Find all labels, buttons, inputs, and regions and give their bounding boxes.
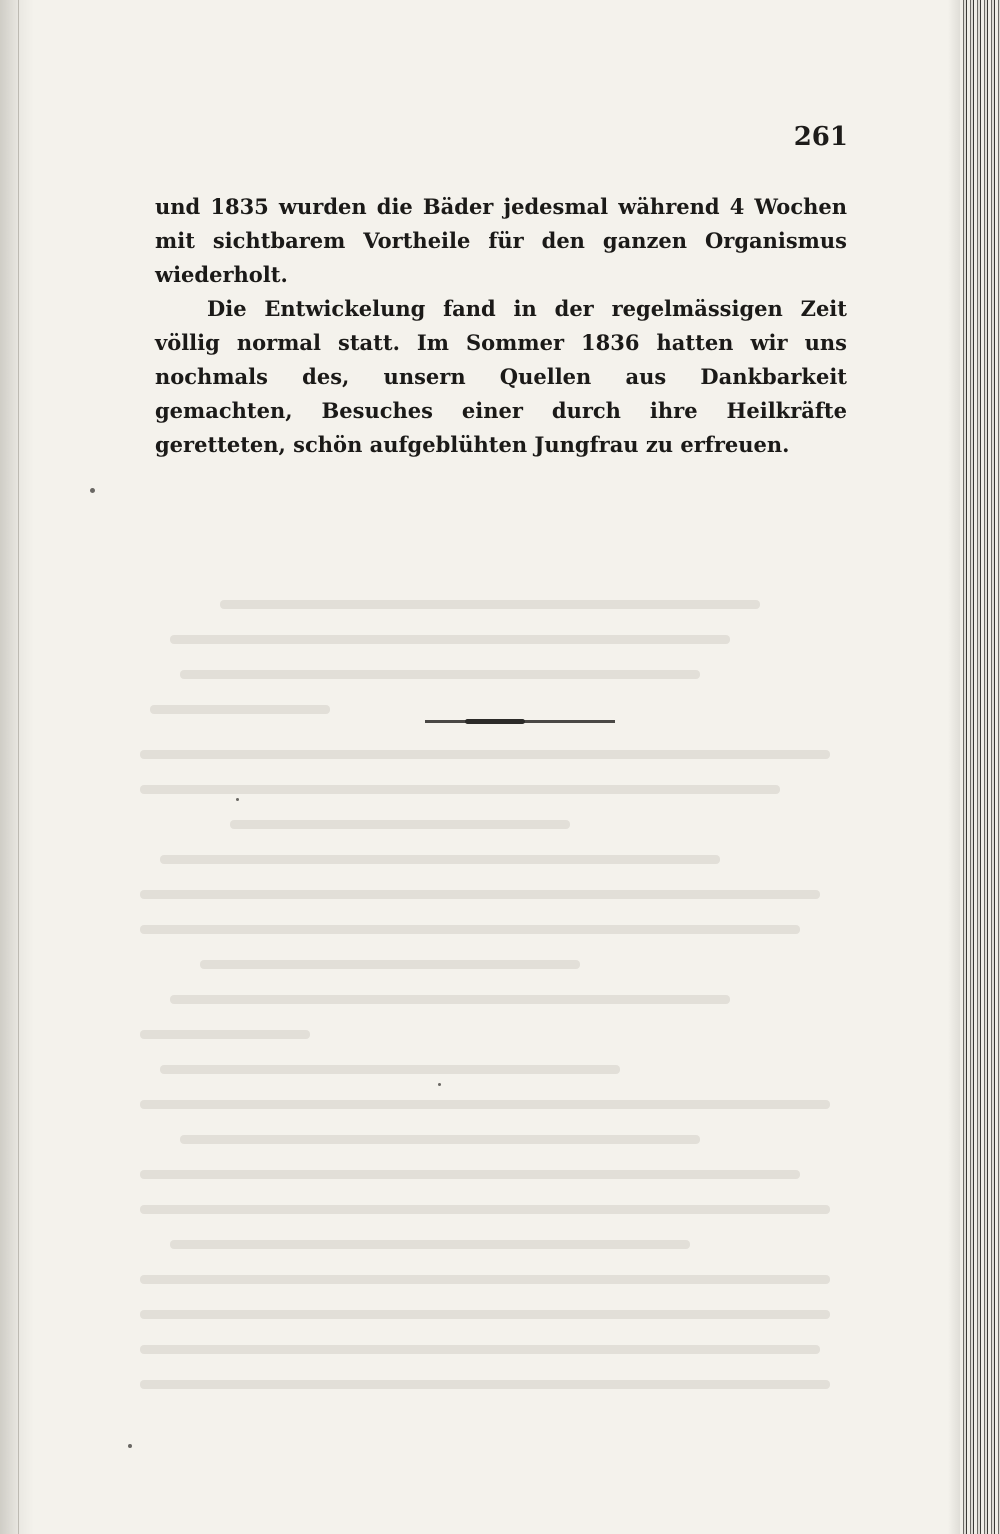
paragraph-1: und 1835 wurden die Bäder jedesmal während 4 Wochen mit sichtbarem Vortheile für den ganzen Organismus wiederholt. xyxy=(155,194,847,287)
page-gutter-shadow xyxy=(0,0,34,1534)
paper-speck xyxy=(90,488,95,493)
bleed-through-line xyxy=(140,1345,820,1354)
paper-speck xyxy=(128,1444,132,1448)
bleed-through-line xyxy=(140,750,830,759)
gutter-line xyxy=(18,0,19,1534)
reverse-side-bleed-through xyxy=(140,460,840,1420)
bleed-through-line xyxy=(140,785,780,794)
bleed-through-line xyxy=(140,1205,830,1214)
bleed-through-line xyxy=(180,670,700,679)
bleed-through-line xyxy=(140,1380,830,1389)
paper-speck xyxy=(438,1083,441,1086)
bleed-through-line xyxy=(170,1240,690,1249)
paper-speck xyxy=(236,798,239,801)
bleed-through-line xyxy=(220,600,760,609)
bleed-through-line xyxy=(230,820,570,829)
page-edges xyxy=(960,0,1000,1534)
bleed-through-line xyxy=(150,705,330,714)
bleed-through-line xyxy=(140,1100,830,1109)
bleed-through-line xyxy=(140,1030,310,1039)
bleed-through-line xyxy=(170,995,730,1004)
bleed-through-line xyxy=(140,1170,800,1179)
page-number: 261 xyxy=(793,122,848,152)
bleed-through-line xyxy=(200,960,580,969)
bleed-through-line xyxy=(160,855,720,864)
bleed-through-line xyxy=(140,1310,830,1319)
paragraph-2: Die Entwickelung fand in der regelmässigen Zeit völlig normal statt. Im Sommer 1836 hatten wir uns nochmals des, unsern Quellen aus Dankbarkeit gemachten, Besuches einer durch ihre Heilkräfte geretteten, schön aufgeblühten Jungfrau zu erfreuen. xyxy=(155,296,847,457)
bleed-through-line xyxy=(140,925,800,934)
bleed-through-rule xyxy=(425,720,615,723)
bleed-through-line xyxy=(140,1275,830,1284)
bleed-through-line xyxy=(160,1065,620,1074)
body-text xyxy=(155,190,847,462)
bleed-through-line xyxy=(180,1135,700,1144)
bleed-through-line xyxy=(140,890,820,899)
bleed-through-line xyxy=(170,635,730,644)
